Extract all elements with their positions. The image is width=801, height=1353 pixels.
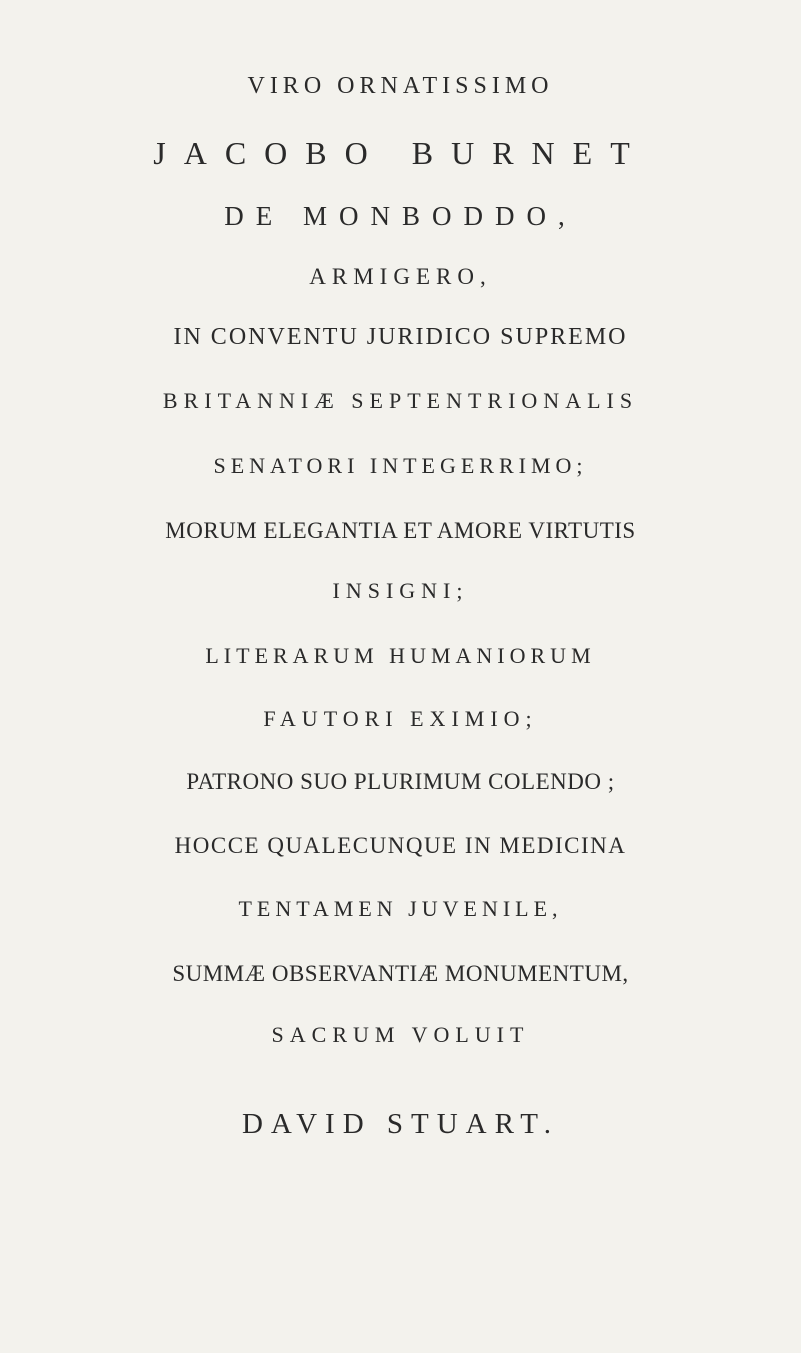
dedication-signature: DAVID STUART. bbox=[241, 1108, 560, 1140]
dedication-line-patrono: PATRONO SUO PLURIMUM COLENDO ; bbox=[186, 769, 615, 794]
dedication-line-viro: VIRO ORNATISSIMO bbox=[247, 73, 554, 99]
dedication-line-conventu: IN CONVENTU JURIDICO SUPREMO bbox=[173, 324, 628, 350]
dedication-line-britanniae: BRITANNIÆ SEPTENTRIONALIS bbox=[162, 388, 639, 413]
dedication-line-fautori: FAUTORI EXIMIO; bbox=[263, 706, 538, 731]
dedication-line-armigero: ARMIGERO, bbox=[309, 264, 492, 289]
dedication-line-monboddo: DE MONBODDO, bbox=[224, 201, 577, 231]
dedication-line-tentamen: TENTAMEN JUVENILE, bbox=[238, 896, 563, 921]
dedication-line-insigni: INSIGNI; bbox=[332, 578, 469, 603]
dedication-line-sacrum: SACRUM VOLUIT bbox=[271, 1022, 530, 1047]
dedication-line-senatori: SENATORI INTEGERRIMO; bbox=[213, 453, 588, 478]
dedication-line-summae: SUMMÆ OBSERVANTIÆ MONUMENTUM, bbox=[172, 961, 629, 986]
dedication-line-hocce: HOCCE QUALECUNQUE IN MEDICINA bbox=[174, 833, 627, 858]
dedication-line-morum: MORUM ELEGANTIA ET AMORE VIRTUTIS bbox=[165, 518, 636, 543]
dedication-line-literarum: LITERARUM HUMANIORUM bbox=[205, 643, 596, 668]
dedication-line-name: JACOBO BURNET bbox=[153, 135, 648, 171]
